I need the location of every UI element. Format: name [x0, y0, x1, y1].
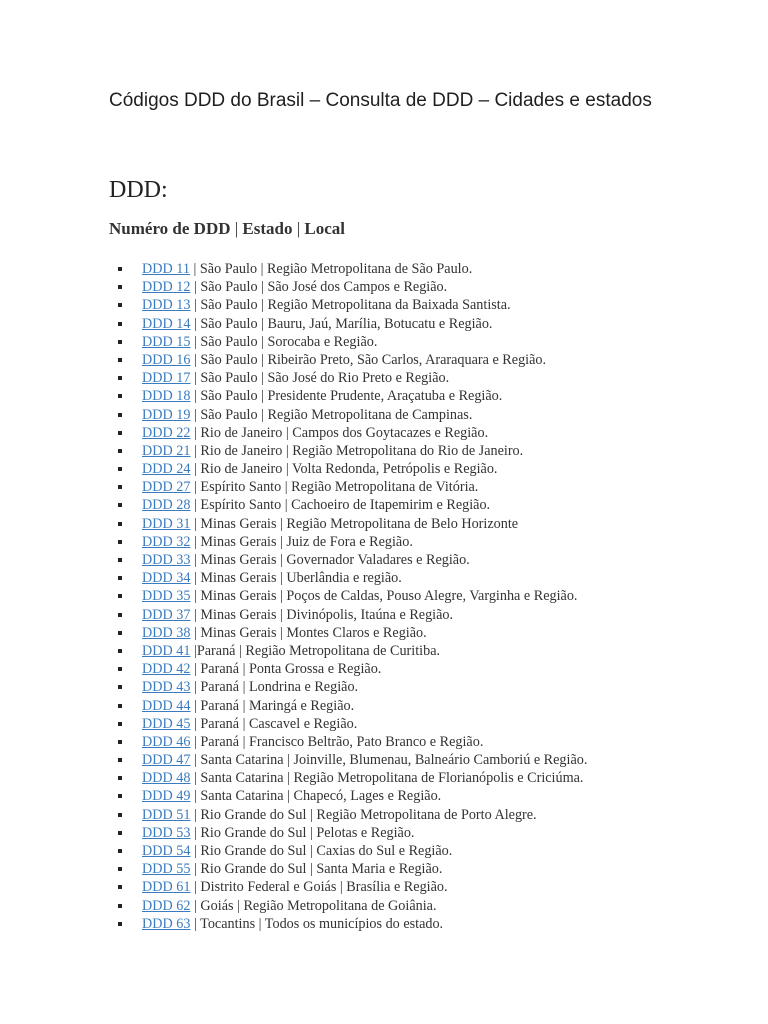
ddd-description: | Minas Gerais | Governador Valadares e Região. [190, 552, 470, 568]
list-item-text [142, 478, 478, 496]
bullet-square-icon [118, 885, 122, 889]
list-item [0, 787, 768, 805]
list-item [0, 860, 768, 878]
list-item-text [142, 878, 448, 896]
ddd-description: | Santa Catarina | Chapecó, Lages e Região. [190, 788, 442, 805]
list-item [0, 606, 768, 624]
ddd-description: | Rio Grande do Sul | Caxias do Sul e Região. [190, 843, 453, 859]
ddd-description: | Rio Grande do Sul | Região Metropolitana de Porto Alegre. [190, 806, 537, 823]
list-item-text [142, 769, 583, 787]
list-item [0, 842, 768, 860]
list-item-text [142, 824, 414, 842]
list-item-text [142, 260, 472, 278]
ddd-description: | Espírito Santo | Cachoeiro de Itapemirim e Região. [190, 497, 491, 514]
list-item [0, 278, 768, 296]
list-item-text [142, 406, 472, 424]
ddd-code-link[interactable]: DDD 54 [142, 843, 191, 859]
list-item [0, 642, 768, 660]
ddd-code-link[interactable]: DDD 18 [142, 388, 191, 405]
ddd-description: | Minas Gerais | Juiz de Fora e Região. [190, 533, 413, 550]
list-item [0, 678, 768, 696]
ddd-code-link[interactable]: DDD 16 [142, 351, 191, 368]
bullet-square-icon [118, 613, 122, 617]
ddd-code-link[interactable]: DDD 15 [142, 333, 191, 350]
ddd-description: | Rio Grande do Sul | Pelotas e Região. [190, 824, 415, 841]
list-item [0, 369, 768, 387]
list-item [0, 897, 768, 915]
ddd-code-link[interactable]: DDD 24 [142, 461, 191, 478]
list-item-text [142, 751, 587, 769]
ddd-description: | Distrito Federal e Goiás | Brasília e Região. [190, 879, 448, 896]
bullet-square-icon [118, 503, 122, 507]
ddd-code-link[interactable]: DDD 63 [142, 915, 191, 932]
ddd-description: | São Paulo | Ribeirão Preto, São Carlos, Araraquara e Região. [190, 351, 547, 368]
ddd-description: | Minas Gerais | Região Metropolitana de Belo Horizonte [190, 515, 519, 532]
list-item-text [142, 660, 381, 678]
bullet-square-icon [118, 576, 122, 580]
ddd-code-link[interactable]: DDD 35 [142, 588, 191, 605]
bullet-square-icon [118, 813, 122, 817]
list-item-text [142, 569, 402, 587]
ddd-code-link[interactable]: DDD 42 [142, 661, 191, 678]
ddd-description: | São Paulo | São José do Rio Preto e Região. [190, 370, 450, 387]
bullet-square-icon [118, 794, 122, 798]
ddd-code-link[interactable]: DDD 61 [142, 879, 191, 896]
ddd-description: | Rio de Janeiro | Volta Redonda, Petrópolis e Região. [190, 461, 498, 478]
list-item [0, 424, 768, 442]
list-item [0, 551, 768, 569]
list-item-text [142, 424, 488, 442]
bullet-square-icon [118, 831, 122, 835]
list-item [0, 569, 768, 587]
list-item-text [142, 915, 443, 933]
ddd-code-link[interactable]: DDD 43 [142, 679, 191, 696]
bullet-square-icon [118, 704, 122, 708]
ddd-description: | Santa Catarina | Joinville, Blumenau, Balneário Camboriú e Região. [190, 752, 588, 769]
list-item [0, 660, 768, 678]
heading-col-ddd: Numéro de DDD [109, 219, 231, 238]
ddd-code-link[interactable]: DDD 62 [142, 897, 191, 914]
list-item [0, 697, 768, 715]
heading-separator: | [234, 219, 239, 238]
bullet-square-icon [118, 285, 122, 289]
bullet-square-icon [118, 522, 122, 526]
bullet-square-icon [118, 722, 122, 726]
table-heading [109, 218, 345, 240]
ddd-code-link[interactable]: DDD 44 [142, 697, 191, 714]
list-item-text [142, 860, 442, 878]
heading-col-local: Local [304, 219, 346, 238]
bullet-square-icon [118, 667, 122, 671]
ddd-description: | Espírito Santo | Região Metropolitana de Vitória. [190, 479, 479, 496]
list-item [0, 824, 768, 842]
bullet-square-icon [118, 413, 122, 417]
list-item [0, 333, 768, 351]
ddd-description: | Rio de Janeiro | Campos dos Goytacazes e Região. [190, 424, 489, 441]
ddd-code-link[interactable]: DDD 55 [142, 861, 191, 878]
list-item-text [142, 697, 354, 715]
bullet-square-icon [118, 540, 122, 544]
list-item-text [142, 442, 523, 460]
bullet-square-icon [118, 449, 122, 453]
list-item [0, 478, 768, 496]
ddd-code-link[interactable]: DDD 12 [142, 279, 191, 296]
list-item-text [142, 533, 413, 551]
bullet-square-icon [118, 322, 122, 326]
ddd-description: | Minas Gerais | Divinópolis, Itaúna e Região. [190, 606, 454, 623]
ddd-code-link[interactable]: DDD 28 [142, 497, 191, 514]
ddd-description: | Minas Gerais | Poços de Caldas, Pouso Alegre, Varginha e Região. [190, 588, 578, 605]
list-item [0, 733, 768, 751]
list-item-text [142, 806, 537, 824]
ddd-code-link[interactable]: DDD 46 [142, 733, 191, 750]
list-item-text [142, 587, 577, 605]
list-item [0, 715, 768, 733]
ddd-code-link[interactable]: DDD 34 [142, 570, 191, 587]
ddd-description: | Tocantins | Todos os municípios do estado. [190, 915, 444, 932]
ddd-description: | São Paulo | Região Metropolitana de Campinas. [190, 406, 473, 423]
heading-col-estado: Estado [242, 219, 293, 238]
ddd-list [0, 260, 768, 933]
section-heading: DDD: [109, 177, 168, 203]
page-title: Códigos DDD do Brasil – Consulta de DDD – Cidades e estados [109, 90, 652, 111]
list-item [0, 260, 768, 278]
bullet-square-icon [118, 303, 122, 307]
ddd-code-link[interactable]: DDD 38 [142, 624, 191, 641]
list-item [0, 624, 768, 642]
ddd-code-link[interactable]: DDD 51 [142, 806, 191, 823]
bullet-square-icon [118, 867, 122, 871]
ddd-description: | Rio Grande do Sul | Santa Maria e Região. [190, 861, 443, 878]
list-item-text [142, 787, 441, 805]
list-item [0, 515, 768, 533]
ddd-description: | São Paulo | Região Metropolitana de São Paulo. [189, 261, 473, 277]
list-item [0, 915, 768, 933]
ddd-code-link[interactable]: DDD 37 [142, 606, 191, 623]
list-item [0, 351, 768, 369]
bullet-square-icon [118, 849, 122, 853]
list-item-text [142, 387, 502, 405]
list-item-text [142, 296, 511, 314]
list-item-text [142, 733, 483, 751]
ddd-description: | Goiás | Região Metropolitana de Goiânia. [190, 897, 437, 914]
ddd-code-link[interactable]: DDD 13 [142, 297, 191, 314]
list-item-text [142, 897, 437, 915]
ddd-description: | Santa Catarina | Região Metropolitana de Florianópolis e Criciúma. [190, 770, 584, 787]
ddd-code-link[interactable]: DDD 31 [142, 515, 191, 532]
ddd-description: | Paraná | Francisco Beltrão, Pato Branco e Região. [190, 733, 484, 750]
bullet-square-icon [118, 376, 122, 380]
list-item [0, 769, 768, 787]
ddd-code-link[interactable]: DDD 11 [142, 261, 190, 277]
ddd-description: | Paraná | Cascavel e Região. [190, 715, 358, 732]
ddd-description: | São Paulo | São José dos Campos e Região. [190, 279, 448, 296]
ddd-description: | Paraná | Ponta Grossa e Região. [190, 661, 382, 678]
bullet-square-icon [118, 394, 122, 398]
bullet-square-icon [118, 685, 122, 689]
ddd-code-link[interactable]: DDD 48 [142, 770, 191, 787]
ddd-description: | São Paulo | Região Metropolitana da Baixada Santista. [190, 297, 511, 314]
list-item [0, 751, 768, 769]
list-item-text [142, 315, 492, 333]
ddd-code-link[interactable]: DDD 22 [142, 424, 191, 441]
ddd-code-link[interactable]: DDD 41 [142, 642, 191, 659]
heading-separator: | [296, 219, 301, 238]
list-item-text [142, 642, 440, 660]
list-item-text [142, 678, 358, 696]
ddd-code-link[interactable]: DDD 53 [142, 824, 191, 841]
list-item [0, 496, 768, 514]
bullet-square-icon [118, 431, 122, 435]
list-item [0, 315, 768, 333]
ddd-description: | Paraná | Maringá e Região. [190, 697, 355, 714]
list-item-text [142, 460, 497, 478]
ddd-code-link[interactable]: DDD 17 [142, 370, 191, 387]
list-item-text [142, 715, 357, 733]
list-item-text [142, 842, 452, 860]
bullet-square-icon [118, 922, 122, 926]
bullet-square-icon [118, 594, 122, 598]
list-item [0, 806, 768, 824]
list-item [0, 296, 768, 314]
list-item-text [142, 624, 427, 642]
ddd-description: | Rio de Janeiro | Região Metropolitana do Rio de Janeiro. [190, 442, 524, 459]
bullet-square-icon [118, 649, 122, 653]
ddd-code-link[interactable]: DDD 27 [142, 479, 191, 496]
list-item-text [142, 496, 490, 514]
bullet-square-icon [118, 776, 122, 780]
bullet-square-icon [118, 740, 122, 744]
ddd-description: |Paraná | Região Metropolitana de Curitiba. [190, 642, 441, 659]
bullet-square-icon [118, 467, 122, 471]
ddd-description: | São Paulo | Sorocaba e Região. [190, 333, 378, 350]
list-item-text [142, 606, 453, 624]
ddd-code-link[interactable]: DDD 47 [142, 752, 191, 769]
bullet-square-icon [118, 358, 122, 362]
list-item [0, 460, 768, 478]
bullet-square-icon [118, 340, 122, 344]
ddd-code-link[interactable]: DDD 32 [142, 533, 191, 550]
bullet-square-icon [118, 485, 122, 489]
ddd-description: | Paraná | Londrina e Região. [190, 679, 359, 696]
ddd-description: | São Paulo | Presidente Prudente, Araçatuba e Região. [190, 388, 503, 405]
list-item-text [142, 515, 518, 533]
ddd-code-link[interactable]: DDD 33 [142, 552, 191, 568]
ddd-description: | Minas Gerais | Uberlândia e região. [190, 570, 402, 587]
bullet-square-icon [118, 758, 122, 762]
list-item [0, 878, 768, 896]
ddd-code-link[interactable]: DDD 19 [142, 406, 191, 423]
list-item-text [142, 333, 377, 351]
bullet-square-icon [118, 904, 122, 908]
ddd-code-link[interactable]: DDD 14 [142, 315, 191, 332]
list-item [0, 387, 768, 405]
list-item-text [142, 278, 447, 296]
ddd-description: | Minas Gerais | Montes Claros e Região. [190, 624, 427, 641]
ddd-code-link[interactable]: DDD 21 [142, 442, 191, 459]
bullet-square-icon [118, 631, 122, 635]
list-item-text [142, 369, 449, 387]
bullet-square-icon [118, 558, 122, 562]
list-item-text [142, 551, 470, 569]
list-item [0, 406, 768, 424]
list-item [0, 587, 768, 605]
ddd-code-link[interactable]: DDD 49 [142, 788, 191, 805]
list-item [0, 533, 768, 551]
ddd-code-link[interactable]: DDD 45 [142, 715, 191, 732]
list-item-text [142, 351, 546, 369]
list-item [0, 442, 768, 460]
ddd-description: | São Paulo | Bauru, Jaú, Marília, Botucatu e Região. [190, 315, 493, 332]
bullet-square-icon [118, 267, 122, 271]
